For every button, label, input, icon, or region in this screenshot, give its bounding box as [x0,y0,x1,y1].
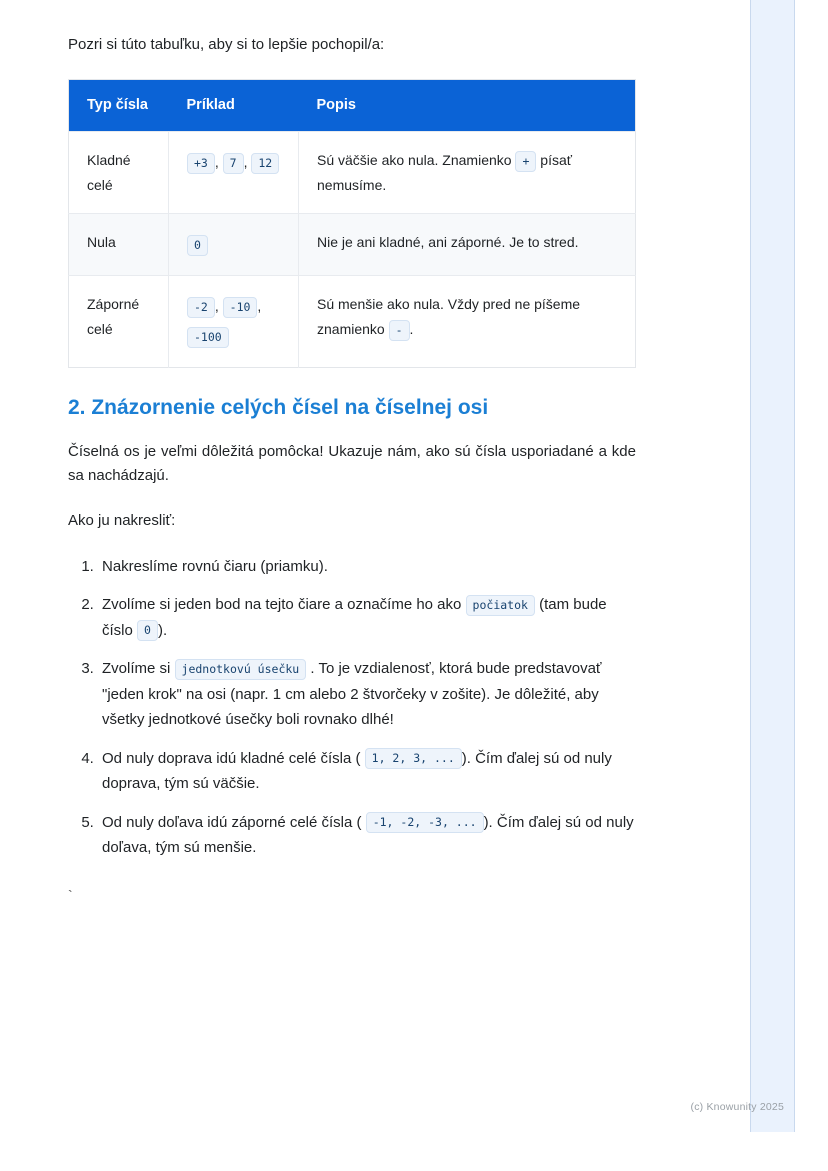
document-content [68,34,636,903]
step-text-before: Nakreslíme rovnú čiaru (priamku). [102,557,328,575]
stray-backtick: ` [68,886,73,903]
step-code: 1, 2, 3, ... [365,748,462,769]
step-text-mid: (tam bude číslo [102,596,607,639]
step-code: počiatok [466,595,535,616]
intro-paragraph: Pozri si túto tabuľku, aby si to lepšie pochopil/a: [68,36,385,53]
cell-description [299,132,636,214]
list-item [98,810,636,861]
description-text-after: písať nemusíme. [317,152,572,193]
example-code: +3 [187,153,215,174]
section-heading: 2. Znázornenie celých čísel na číselnej osi [68,396,489,420]
cell-examples [169,214,299,276]
cell-type: Kladné celé [69,132,169,214]
step-text-after: ). [157,621,168,639]
description-text-after: . [409,320,414,337]
sign-code: + [515,151,536,172]
cell-description [299,276,636,368]
list-item [98,592,636,643]
steps-list [68,554,636,861]
example-code: 0 [187,235,208,256]
column-header-example: Príklad [169,79,299,132]
description-text-before: Sú väčšie ako nula. Znamienko [317,152,512,169]
description-text-before: Sú menšie ako nula. Vždy pred ne píšeme znamienko [317,296,581,337]
separator: , [214,298,219,315]
table-header-row [69,79,636,132]
step-text-mid: ). Čím ďalej sú od nuly doprava, tým sú väčšie. [102,749,612,793]
step-text-mid: . To je vzdialenosť, ktorá bude predstavovať "jeden krok" na osi (napr. 1 cm alebo 2 štvorčeky v zošite). Je dôležité, aby všetky jednotkové úsečky boli rovnako dlhé! [102,660,602,729]
separator: , [214,154,219,171]
right-margin-rail [750,0,795,1132]
example-code: -10 [223,297,258,318]
example-code: 12 [251,153,279,174]
cell-type: Nula [69,214,169,276]
separator: , [243,154,248,171]
example-code: -100 [187,327,229,348]
step-text-before: Od nuly doprava idú kladné celé čísla ( [102,749,361,767]
step-text-before: Od nuly doľava idú záporné celé čísla ( [102,813,362,831]
step-text-before: Zvolíme si jeden bod na tejto čiare a označíme ho ako [102,596,462,614]
description-text-before: Nie je ani kladné, ani záporné. Je to stred. [317,234,579,251]
cell-type: Záporné celé [69,276,169,368]
list-item [98,554,636,580]
paragraph-how-to-draw: Ako ju nakresliť: [68,512,176,530]
footer-copyright: (c) Knowunity 2025 [690,1101,784,1113]
table-row [69,132,636,214]
cell-examples [169,132,299,214]
example-code: 7 [223,153,244,174]
column-header-description: Popis [299,79,636,132]
step-code: -1, -2, -3, ... [366,812,484,833]
cell-description [299,214,636,276]
step-code: jednotkovú úsečku [175,659,307,680]
example-code: -2 [187,297,215,318]
table-body [69,132,636,368]
table-row [69,276,636,368]
table-row [69,214,636,276]
step-code: 0 [137,620,158,641]
step-text-before: Zvolíme si [102,660,171,678]
cell-examples [169,276,299,368]
number-types-table [68,79,636,369]
list-item [98,746,636,797]
table-header [69,79,636,132]
list-item [98,656,636,733]
sign-code: - [389,320,410,341]
separator: , [257,298,262,315]
step-text-mid: ). Čím ďalej sú od nuly doľava, tým sú menšie. [102,813,634,857]
paragraph-number-line-intro: Číselná os je veľmi dôležitá pomôcka! Ukazuje nám, ako sú čísla usporiadané a kde sa nachádzajú. [68,442,636,485]
column-header-type: Typ čísla [69,79,169,132]
